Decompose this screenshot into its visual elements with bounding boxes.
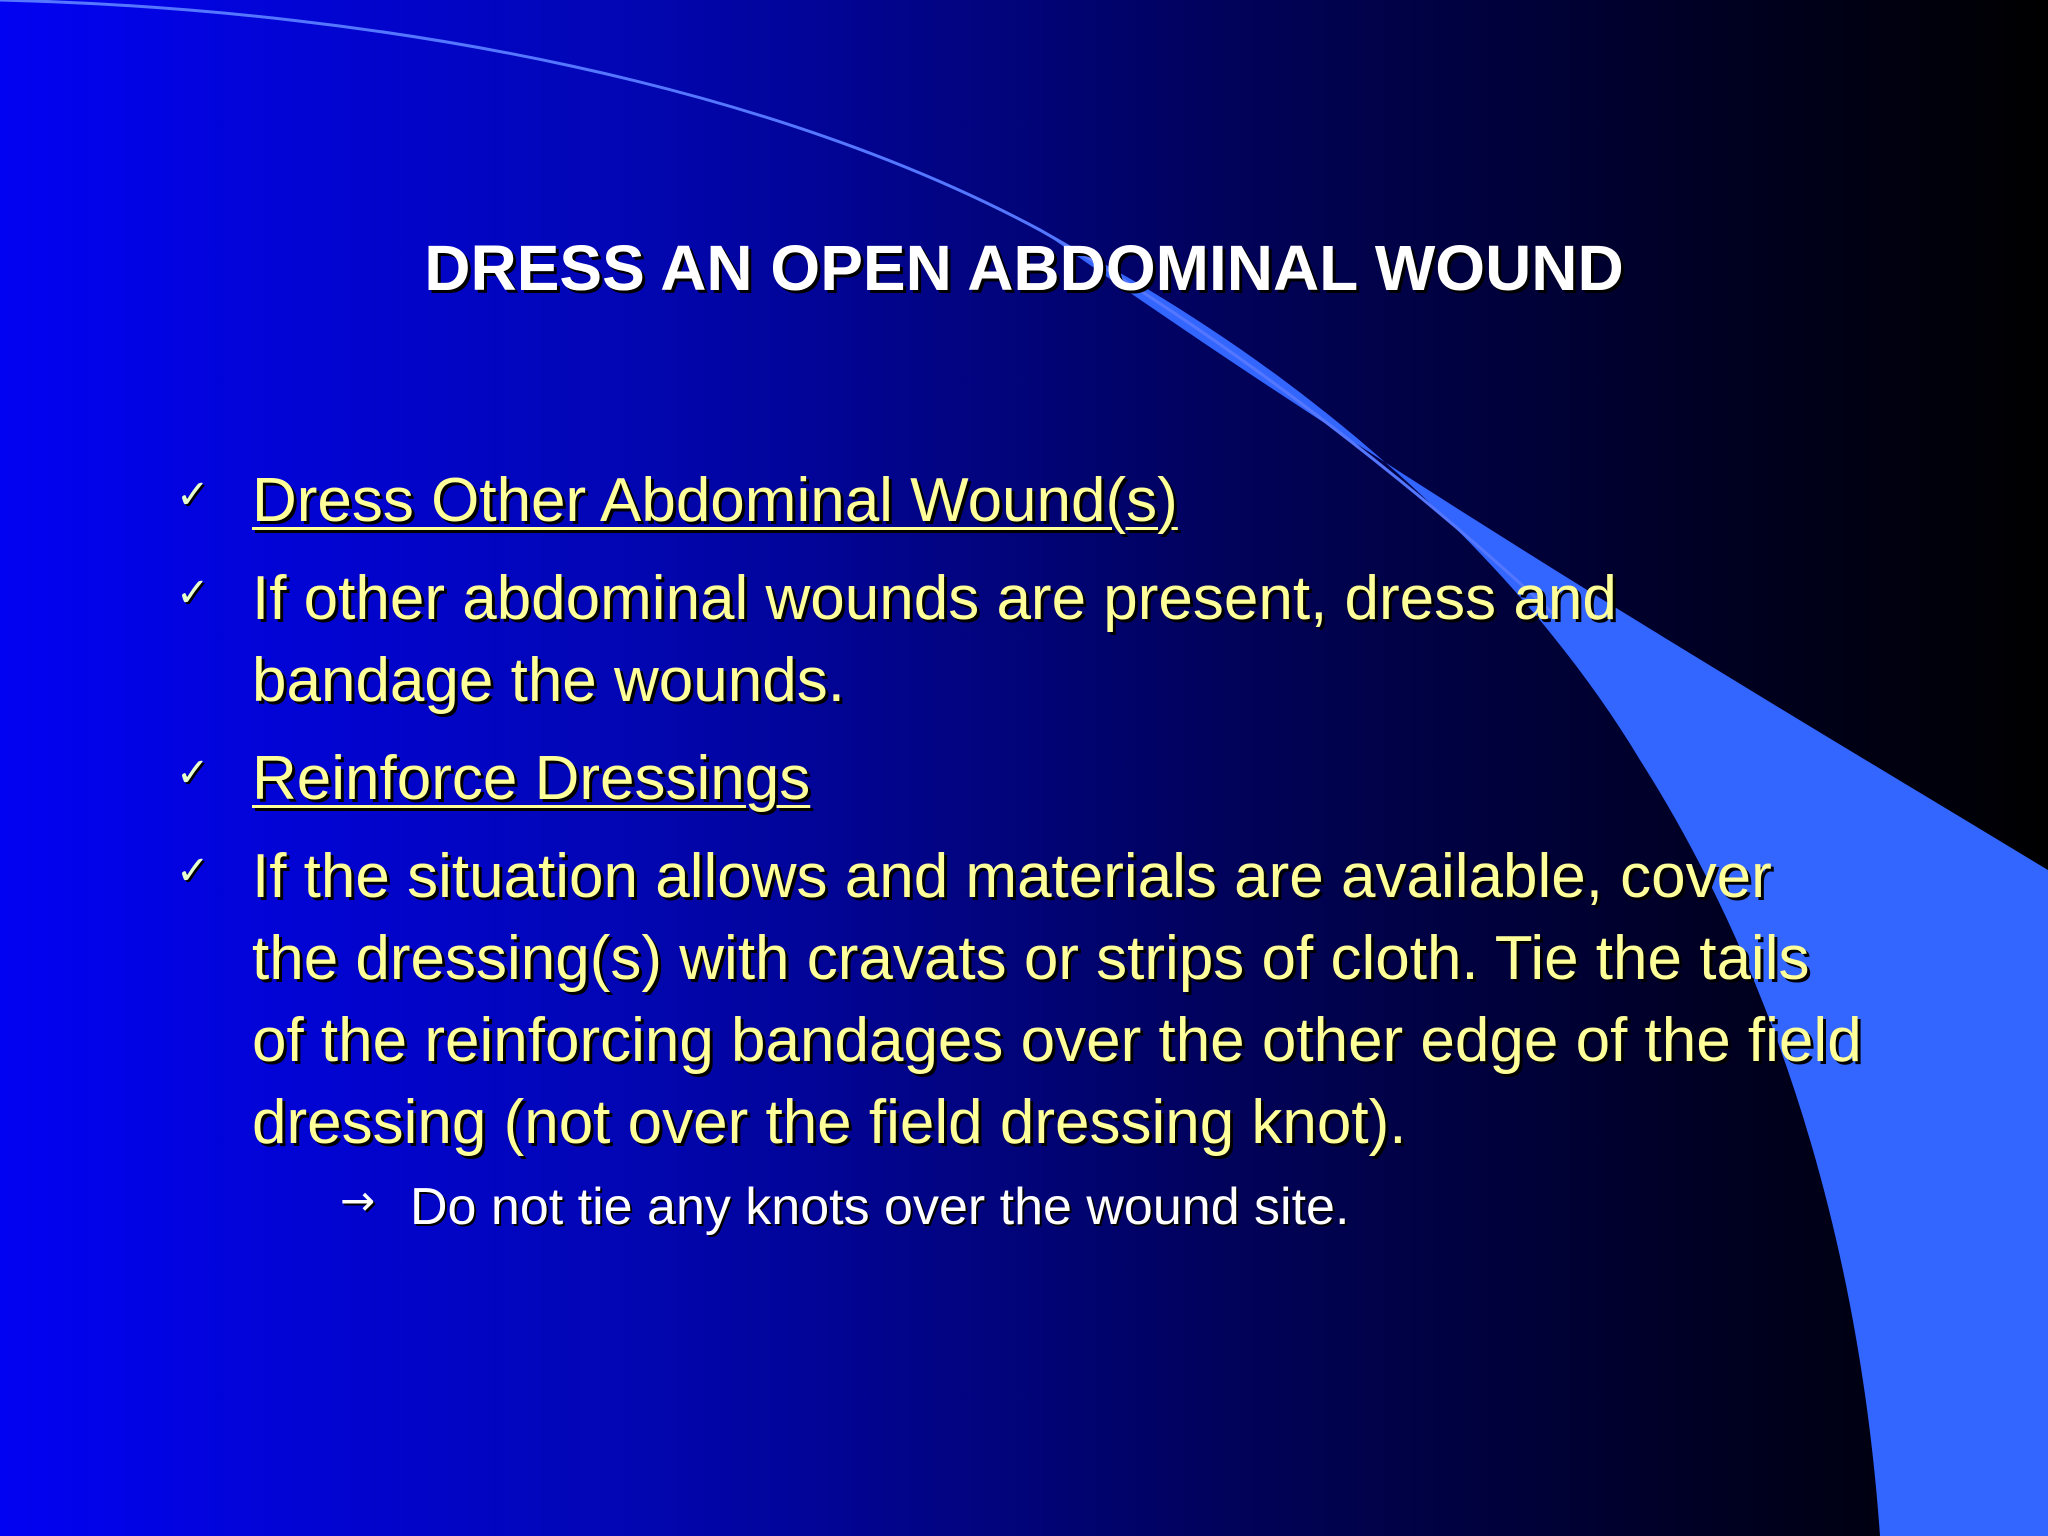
bullet-item — [170, 836, 1870, 1164]
bullet-item — [170, 738, 1870, 820]
check-icon: ✓ — [176, 570, 210, 616]
check-icon: ✓ — [176, 848, 210, 894]
bullet-text-reinforce-dressings: If the situation allows and materials are available, cover the dressing(s) with cravats or strips of cloth. Tie the tails of the reinforcing bandages over the other edge of the field dressing (not over the field dressing knot). — [252, 842, 1862, 1157]
sub-bullet-text: Do not tie any knots over the wound site. — [410, 1178, 1350, 1236]
sub-bullet-item — [340, 1174, 1870, 1240]
bullet-item — [170, 460, 1870, 542]
bullet-item — [170, 558, 1870, 722]
bullet-heading-reinforce-dressings: Reinforce Dressings — [252, 744, 811, 813]
bullet-heading-dress-other-wounds: Dress Other Abdominal Wound(s) — [252, 466, 1178, 535]
slide-title: DRESS AN OPEN ABDOMINAL WOUND — [424, 232, 1624, 304]
arrow-icon: → — [340, 1176, 376, 1225]
bullet-text-dress-other-wounds: If other abdominal wounds are present, dress and bandage the wounds. — [252, 564, 1617, 715]
check-icon: ✓ — [176, 472, 210, 518]
bullet-list — [170, 460, 1870, 1240]
check-icon: ✓ — [176, 750, 210, 796]
